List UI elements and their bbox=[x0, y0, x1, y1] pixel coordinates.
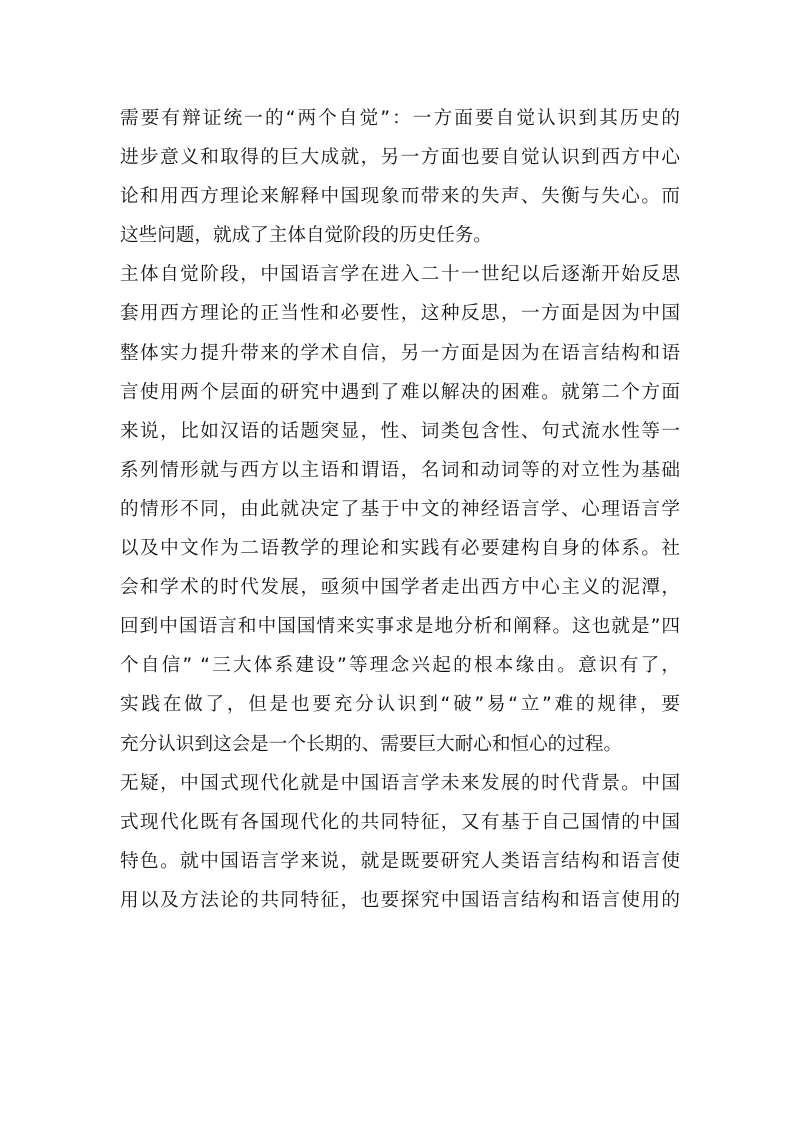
text-line: 以及中文作为二语教学的理论和实践有必要建构自身的体系。社 bbox=[120, 538, 680, 560]
text-line: 实践在做了，但是也要充分认识到“破”易“立”难的规律，要 bbox=[120, 694, 680, 716]
text-line: 会和学术的时代发展，亟须中国学者走出西方中心主义的泥潭， bbox=[120, 577, 680, 599]
text-line: 进步意义和取得的巨大成就，另一方面也要自觉认识到西方中心 bbox=[120, 147, 680, 169]
text-line: 用以及方法论的共同特征，也要探究中国语言结构和语言使用的 bbox=[120, 889, 680, 911]
text-line: 需要有辩证统一的“两个自觉”：一方面要自觉认识到其历史的 bbox=[120, 108, 680, 129]
text-line: 主体自觉阶段，中国语言学在进入二十一世纪以后逐渐开始反思 bbox=[120, 264, 680, 286]
text-line: 无疑，中国式现代化就是中国语言学未来发展的时代背景。中国 bbox=[120, 772, 680, 794]
text-line: 式现代化既有各国现代化的共同特征，又有基于自己国情的中国 bbox=[120, 811, 680, 833]
text-line: 特色。就中国语言学来说，就是既要研究人类语言结构和语言使 bbox=[120, 850, 680, 872]
text-line: 言使用两个层面的研究中遇到了难以解决的困难。就第二个方面 bbox=[120, 381, 680, 403]
text-line: 这些问题，就成了主体自觉阶段的历史任务。 bbox=[120, 225, 492, 247]
text-line: 论和用西方理论来解释中国现象而带来的失声、失衡与失心。而 bbox=[120, 186, 680, 208]
text-line: 整体实力提升带来的学术自信，另一方面是因为在语言结构和语 bbox=[120, 342, 680, 364]
text-line: 来说，比如汉语的话题突显，性、词类包含性、句式流水性等一 bbox=[120, 420, 680, 442]
text-line: 充分认识到这会是一个长期的、需要巨大耐心和恒心的过程。 bbox=[120, 733, 623, 755]
text-line: 系列情形就与西方以主语和谓语，名词和动词等的对立性为基础 bbox=[120, 459, 680, 481]
text-line: 回到中国语言和中国国情来实事求是地分析和阐释。这也就是”四 bbox=[120, 616, 680, 638]
text-line: 个自信” “三大体系建设”等理念兴起的根本缘由。意识有了， bbox=[120, 655, 680, 677]
text-line: 的情形不同，由此就决定了基于中文的神经语言学、心理语言学 bbox=[120, 498, 680, 520]
text-line: 套用西方理论的正当性和必要性，这种反思，一方面是因为中国 bbox=[120, 303, 680, 325]
body-text bbox=[120, 99, 680, 920]
